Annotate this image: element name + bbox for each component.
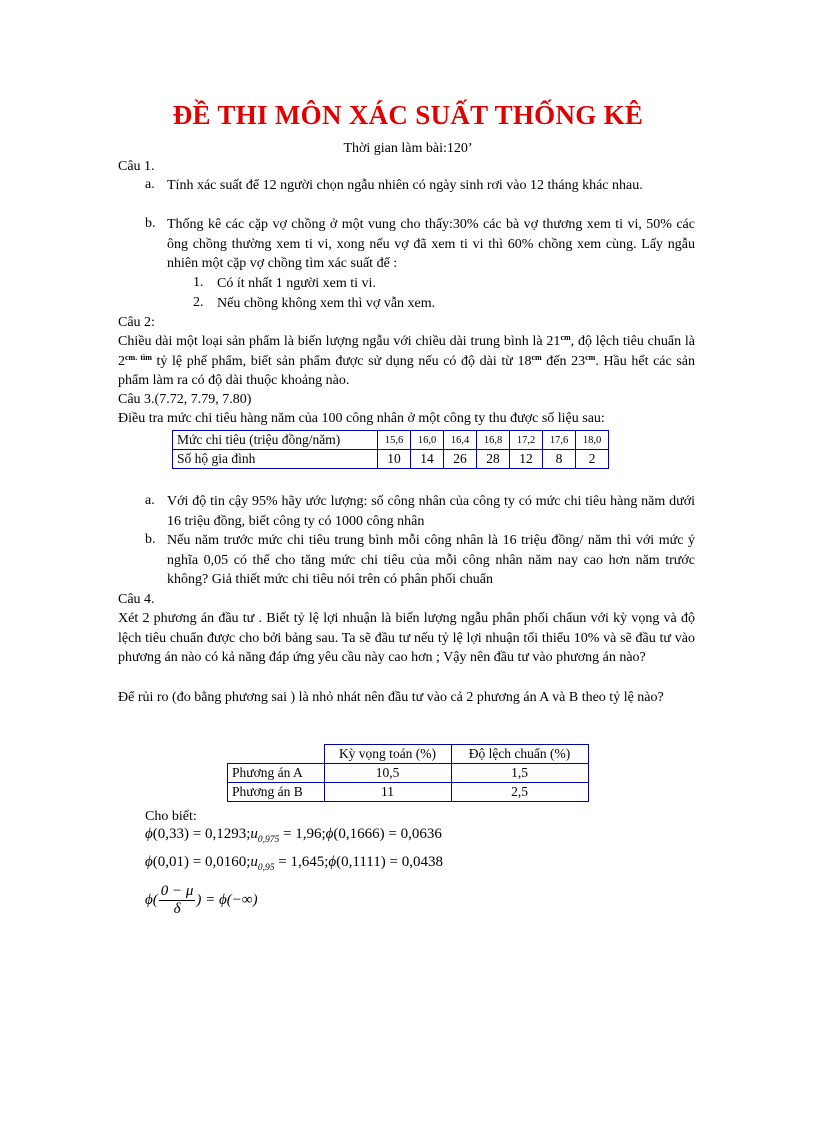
q3-b-marker: b. — [145, 532, 156, 547]
given-label: Cho biết: — [145, 809, 197, 824]
q3-b-text: Nếu năm trước mức chi tiêu trung bình mỗi công nhân là 16 triệu đồng/ năm thì với mức ý nghĩa 0,05 có thể cho tăng mức chi tiêu của mỗi công nhân năm nay cao hơn năm trước không? Giả thiết mức chi tiêu nói trên có phân phối chuẩn — [167, 533, 695, 587]
q2-text-part3: tỷ lệ phế phẩm, biết sản phẩm được sử dụng nếu có độ dài từ 18 — [151, 353, 532, 369]
phi-symbol: ϕ — [328, 854, 337, 870]
formula-part: (0,1666) = 0,0636 — [333, 826, 442, 842]
fraction-denominator: δ — [173, 901, 181, 917]
table-row — [173, 450, 609, 469]
q1-a-marker: a. — [145, 177, 155, 192]
unit-cm: cm — [585, 352, 596, 362]
formula-3 — [145, 883, 258, 918]
table-row — [228, 783, 589, 802]
unit-cm: cm — [560, 333, 571, 342]
formula-part: (0,1111) = 0,0438 — [336, 854, 443, 870]
phi-symbol: ϕ — [145, 826, 153, 842]
table-cell: 11 — [324, 783, 451, 802]
formula-part: ϕ( — [145, 891, 158, 908]
table-cell: 10 — [378, 450, 411, 469]
formula-part: = 1,645; — [274, 854, 329, 870]
table-cell: 15,6 — [378, 431, 411, 450]
table-cell: 2 — [576, 450, 609, 469]
q1-sub2-text: Nếu chồng không xem thì vợ vẫn xem. — [217, 296, 436, 311]
q1-b-marker: b. — [145, 216, 156, 231]
fraction — [159, 883, 196, 918]
u-symbol: u — [250, 826, 258, 842]
table-header-cell: Độ lệch chuẩn (%) — [451, 745, 588, 764]
formula-1 — [145, 826, 442, 845]
table-cell: 8 — [543, 450, 576, 469]
table-header-cell: Mức chi tiêu (triệu đồng/năm) — [173, 431, 378, 450]
table-row-label: Phương án A — [228, 764, 325, 783]
q3-data-table — [172, 430, 609, 469]
page-title: ĐỀ THI MÔN XÁC SUẤT THỐNG KÊ — [172, 100, 644, 130]
table-cell: 16,8 — [477, 431, 510, 450]
q4-paragraph-2: Để rủi ro (đo bằng phương sai ) là nhỏ nhát nên đầu tư vào cả 2 phương án A và B theo tỷ lệ nào? — [118, 690, 664, 705]
unit-cm-tim: cm. tìm — [125, 352, 152, 362]
q1-sub1-marker: 1. — [193, 275, 204, 290]
q2-text-part4: đến 23 — [541, 353, 586, 369]
formula-part: (0,01) = 0,0160; — [152, 854, 251, 870]
time-limit: Thời gian làm bài:120’ — [343, 141, 473, 156]
q1-sub1-text: Có ít nhất 1 người xem ti vi. — [217, 276, 376, 291]
q4-paragraph-1: Xét 2 phương án đầu tư . Biết tỷ lệ lợi nhuận là biến lượng ngẫu phân phối chẩun với kỳ vọng và độ lệch tiêu chuẩn được cho bởi bảng sau. Ta sẽ đầu tư nếu tỷ lệ lợi nhuận tối thiểu 10% và sẽ đầu tư vào phương án nào có kả năng đáp ứng yêu cầu này cao hơn ; Vậy nên đầu tư vào phương án nào? — [118, 611, 695, 665]
table-cell: 14 — [411, 450, 444, 469]
table-cell: 18,0 — [576, 431, 609, 450]
formula-part: (0,33) = 0,1293; — [152, 826, 251, 842]
table-cell: 16,0 — [411, 431, 444, 450]
q1-b-text: Thống kê các cặp vợ chồng ở một vung cho thấy:30% các bà vợ thương xem ti vi, 50% các ông chồng thường xem ti vi, xong nếu vợ đã xem ti vi thì 60% chồng xem cùng. Lấy ngẫu nhiên một cặp vợ chồng tìm xác suất để : — [167, 217, 695, 271]
table-row-label: Phương án B — [228, 783, 325, 802]
q1-heading: Câu 1. — [118, 159, 155, 174]
table-cell: 26 — [444, 450, 477, 469]
phi-symbol: ϕ — [145, 854, 153, 870]
unit-cm: cm — [531, 352, 542, 362]
table-cell: 17,2 — [510, 431, 543, 450]
table-cell: 16,4 — [444, 431, 477, 450]
q2-text — [118, 332, 695, 391]
u-symbol: u — [250, 854, 258, 870]
table-cell: 2,5 — [451, 783, 588, 802]
formula-part: = 1,96; — [279, 826, 326, 842]
table-cell: 10,5 — [324, 764, 451, 783]
q2-text-part5: . Hầu hết các sản phẩm làm ra có độ dài thuộc khoảng nào. — [118, 353, 695, 388]
table-cell: 12 — [510, 450, 543, 469]
table-cell: 17,6 — [543, 431, 576, 450]
table-row — [173, 431, 609, 450]
formula-subscript: 0,95 — [257, 863, 275, 873]
q3-a-marker: a. — [145, 493, 155, 508]
q3-intro: Điều tra mức chi tiêu hàng năm của 100 công nhân ở một công ty thu được số liệu sau: — [118, 411, 605, 426]
table-row — [228, 764, 589, 783]
table-header-cell: Số hộ gia đình — [173, 450, 378, 469]
q1-a-text: Tính xác suất để 12 người chọn ngẫu nhiên có ngày sinh rơi vào 12 tháng khác nhau. — [167, 178, 643, 193]
table-cell: 28 — [477, 450, 510, 469]
formula-subscript: 0,975 — [257, 835, 280, 845]
q3-heading: Câu 3.(7.72, 7.79, 7.80) — [118, 392, 252, 407]
q4-heading: Câu 4. — [118, 592, 155, 607]
q1-sub2-marker: 2. — [193, 295, 204, 310]
q3-a-text: Với độ tin cậy 95% hãy ước lượng: số công nhân của công ty có mức chi tiêu hàng năm dưới 16 triệu đồng, biết công ty có 1000 công nhân — [167, 494, 695, 529]
formula-part: ) = ϕ(−∞) — [196, 891, 258, 908]
q2-text-part1: Chiều dài một loại sản phẩm là biến lượng ngẫu với chiều dài trung bình là 21 — [118, 334, 561, 349]
phi-symbol: ϕ — [325, 826, 334, 842]
table-row — [228, 745, 589, 764]
table-corner-cell — [228, 745, 325, 764]
formula-2 — [145, 854, 443, 873]
q2-text-part2: , độ lệch tiêu chuẩn là 2 — [118, 334, 695, 369]
fraction-numerator: 0 − μ — [160, 883, 194, 899]
q4-investment-table — [227, 744, 589, 802]
table-cell: 1,5 — [451, 764, 588, 783]
table-header-cell: Kỳ vọng toán (%) — [324, 745, 451, 764]
q2-heading: Câu 2: — [118, 315, 155, 330]
